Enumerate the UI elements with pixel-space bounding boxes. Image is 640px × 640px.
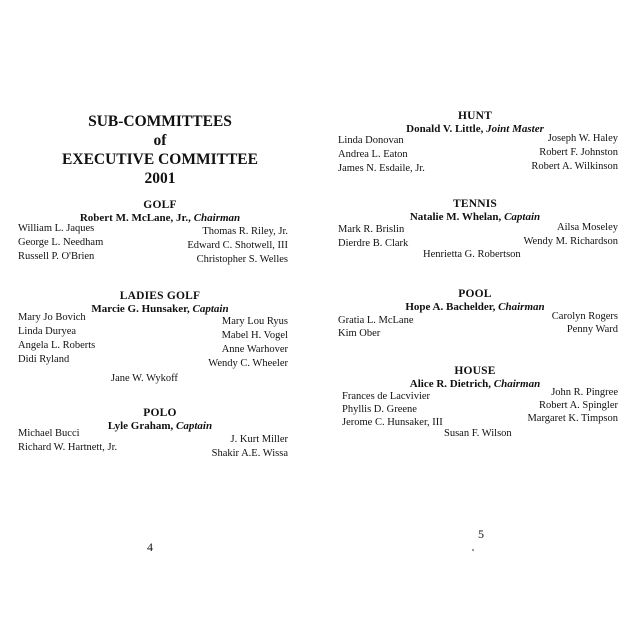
golf-member: Russell P. O'Brien (18, 251, 95, 262)
hunt-member: Joseph W. Haley (547, 133, 618, 144)
speck (472, 549, 474, 551)
house-member: Robert A. Spingler (538, 400, 618, 411)
pool-member: Penny Ward (566, 324, 618, 335)
tennis-heading: TENNIS (452, 198, 498, 210)
page-number: 5 (478, 527, 484, 541)
page-title (60, 112, 260, 188)
golf-member: William L. Jaques (18, 223, 95, 234)
ladies-golf-member: Angela L. Roberts (18, 340, 96, 351)
title-line-4: 2001 (144, 170, 176, 187)
golf-member: Edward C. Shotwell, III (187, 240, 288, 251)
pool-heading: POOL (458, 288, 492, 300)
house-member: Phyllis D. Greene (342, 404, 417, 415)
ladies-golf-member: Jane W. Wykoff (111, 373, 178, 384)
title-line-3: EXECUTIVE COMMITTEE (62, 151, 258, 168)
ladies-golf-leader-name: Marcie G. Hunsaker, (91, 303, 190, 315)
polo-member: Michael Bucci (18, 428, 80, 439)
polo-heading: POLO (143, 407, 177, 419)
ladies-golf-member: Mary Jo Bovich (18, 312, 86, 323)
ladies-golf-member: Anne Warhover (221, 344, 288, 355)
hunt-member: James N. Esdaile, Jr. (338, 163, 425, 174)
hunt-member: Andrea L. Eaton (338, 149, 408, 160)
polo-member: J. Kurt Miller (230, 434, 288, 445)
hunt-member: Robert F. Johnston (539, 147, 618, 158)
golf-member: Christopher S. Welles (196, 254, 288, 265)
hunt-member: Linda Donovan (338, 135, 404, 146)
golf-heading: GOLF (143, 199, 177, 211)
house-leader-name: Alice R. Dietrich, (409, 378, 492, 390)
right-page (320, 0, 640, 640)
tennis-member: Ailsa Moseley (557, 222, 618, 233)
hunt-heading: HUNT (457, 110, 493, 122)
pool-member: Carolyn Rogers (551, 311, 618, 322)
polo-member: Richard W. Hartnett, Jr. (18, 442, 118, 453)
tennis-member: Henrietta G. Robertson (423, 249, 521, 260)
golf-leader-role: Chairman (193, 212, 241, 224)
title-line-1: SUB-COMMITTEES (88, 113, 232, 130)
golf-member: Thomas R. Riley, Jr. (202, 226, 288, 237)
house-member: Margaret K. Timpson (527, 413, 618, 424)
ladies-golf-member: Mabel H. Vogel (221, 330, 288, 341)
pool-leader-role: Chairman (498, 301, 545, 313)
tennis-member: Dierdre B. Clark (338, 238, 409, 249)
house-member: Susan F. Wilson (444, 428, 512, 439)
hunt-leader-name: Donald V. Little, (406, 123, 484, 135)
ladies-golf-heading: LADIES GOLF (119, 290, 201, 302)
hunt-member: Robert A. Wilkinson (531, 161, 618, 172)
house-heading: HOUSE (454, 365, 496, 377)
tennis-member: Wendy M. Richardson (523, 236, 618, 247)
polo-leader-name: Lyle Graham, (107, 420, 174, 432)
pool-member: Gratia L. McLane (338, 315, 414, 326)
ladies-golf-member: Mary Lou Ryus (221, 316, 288, 327)
title-line-2: of (153, 132, 167, 149)
house-member: Frances de Lacvivier (342, 391, 431, 402)
ladies-golf-member: Linda Duryea (18, 326, 77, 337)
tennis-leader-name: Natalie M. Whelan, (409, 211, 502, 223)
ladies-golf-leader-role: Captain (192, 303, 229, 315)
tennis-member: Mark R. Brislin (338, 224, 405, 235)
pool-member: Kim Ober (338, 328, 381, 339)
house-member: John R. Pingree (551, 387, 618, 398)
house-leader-role: Chairman (493, 378, 541, 390)
ladies-golf-member: Didi Ryland (18, 354, 70, 365)
polo-leader-role: Captain (176, 420, 213, 432)
golf-member: George L. Needham (18, 237, 104, 248)
pool-leader-name: Hope A. Bachelder, (405, 301, 496, 313)
golf-leader-name: Robert M. McLane, Jr., (79, 212, 191, 224)
hunt-leader-role: Joint Master (486, 123, 544, 135)
ladies-golf-member: Wendy C. Wheeler (208, 358, 288, 369)
polo-member: Shakir A.E. Wissa (211, 448, 288, 459)
tennis-leader-role: Captain (504, 211, 541, 223)
page-number: 4 (147, 540, 153, 554)
house-member: Jerome C. Hunsaker, III (342, 417, 443, 428)
